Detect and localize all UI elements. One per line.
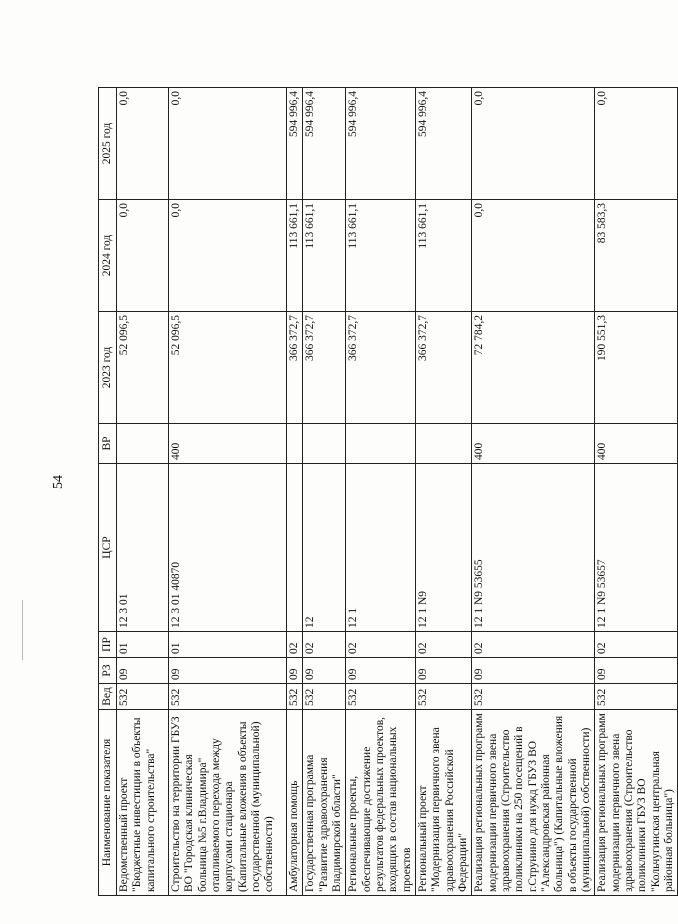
row-pr: 02 bbox=[472, 632, 595, 658]
row-name: Государственная программа "Развитие здравоохранения Владимирской области" bbox=[303, 710, 346, 896]
row-vr bbox=[287, 424, 303, 464]
row-ved: 532 bbox=[472, 684, 595, 710]
table-row bbox=[415, 88, 471, 896]
row-name: Строительство на территории ГБУЗ ВО "Городская клиническая больница №5 г.Владимира" отапливаемого перехода между корпусами стационара (Капитальные вложения в объекты государственной (муниципальной) собственности) bbox=[169, 710, 287, 896]
header-2024: 2024 год bbox=[99, 200, 117, 312]
row-pr: 01 bbox=[117, 632, 169, 658]
row-rz: 09 bbox=[303, 658, 346, 684]
row-2025: 0,0 bbox=[472, 88, 595, 200]
row-name: Амбулаторная помощь bbox=[287, 710, 303, 896]
scan-artifact bbox=[22, 600, 23, 660]
row-csr: 12 1 N9 53655 bbox=[472, 464, 595, 632]
row-vr bbox=[303, 424, 346, 464]
rotated-table-container bbox=[98, 88, 675, 896]
row-rz: 09 bbox=[472, 658, 595, 684]
row-pr: 01 bbox=[169, 632, 287, 658]
row-rz: 09 bbox=[287, 658, 303, 684]
row-vr bbox=[117, 424, 169, 464]
row-ved: 532 bbox=[287, 684, 303, 710]
row-2024: 113 661,1 bbox=[287, 200, 303, 312]
header-name: Наименование показателя bbox=[99, 710, 117, 896]
row-pr: 02 bbox=[303, 632, 346, 658]
row-rz: 09 bbox=[117, 658, 169, 684]
row-vr bbox=[415, 424, 471, 464]
row-ved: 532 bbox=[415, 684, 471, 710]
header-pr: ПР bbox=[99, 632, 117, 658]
row-name: Региональные проекты, обеспечивающие достижение результатов федеральных проектов, входящих в состав национальных проектов bbox=[346, 710, 416, 896]
header-ved: Вед bbox=[99, 684, 117, 710]
row-2025: 0,0 bbox=[595, 88, 678, 200]
row-pr: 02 bbox=[287, 632, 303, 658]
row-2024: 0,0 bbox=[117, 200, 169, 312]
row-2025: 594 996,4 bbox=[346, 88, 416, 200]
table-row bbox=[287, 88, 303, 896]
table-row bbox=[595, 88, 678, 896]
header-rz: РЗ bbox=[99, 658, 117, 684]
header-vr: ВР bbox=[99, 424, 117, 464]
row-csr: 12 bbox=[303, 464, 346, 632]
row-vr: 400 bbox=[595, 424, 678, 464]
table-row bbox=[303, 88, 346, 896]
page-number: 54 bbox=[51, 475, 66, 489]
row-ved: 532 bbox=[595, 684, 678, 710]
row-name: Региональный проект "Модернизация первичного звена здравоохранения Российской Федерации" bbox=[415, 710, 471, 896]
row-vr bbox=[346, 424, 416, 464]
table-row bbox=[117, 88, 169, 896]
row-2023: 366 372,7 bbox=[346, 312, 416, 424]
row-2025: 594 996,4 bbox=[415, 88, 471, 200]
row-2024: 113 661,1 bbox=[303, 200, 346, 312]
header-2023: 2023 год bbox=[99, 312, 117, 424]
table-row bbox=[472, 88, 595, 896]
row-ved: 532 bbox=[169, 684, 287, 710]
row-2024: 113 661,1 bbox=[415, 200, 471, 312]
row-ved: 532 bbox=[346, 684, 416, 710]
row-csr: 12 1 N9 bbox=[415, 464, 471, 632]
row-csr: 12 3 01 40870 bbox=[169, 464, 287, 632]
header-2025: 2025 год bbox=[99, 88, 117, 200]
row-pr: 02 bbox=[415, 632, 471, 658]
budget-table bbox=[98, 87, 678, 896]
row-2024: 113 661,1 bbox=[346, 200, 416, 312]
row-rz: 09 bbox=[169, 658, 287, 684]
row-name: Ведомственный проект "Бюджетные инвестиции в объекты капитального строительства" bbox=[117, 710, 169, 896]
row-2023: 366 372,7 bbox=[303, 312, 346, 424]
row-2025: 594 996,4 bbox=[303, 88, 346, 200]
row-2025: 594 996,4 bbox=[287, 88, 303, 200]
row-pr: 02 bbox=[346, 632, 416, 658]
row-vr: 400 bbox=[472, 424, 595, 464]
row-csr: 12 1 N9 53657 bbox=[595, 464, 678, 632]
row-ved: 532 bbox=[117, 684, 169, 710]
row-2024: 83 583,3 bbox=[595, 200, 678, 312]
row-2023: 72 784,2 bbox=[472, 312, 595, 424]
row-2023: 52 096,5 bbox=[169, 312, 287, 424]
row-pr: 02 bbox=[595, 632, 678, 658]
row-2023: 366 372,7 bbox=[287, 312, 303, 424]
row-2025: 0,0 bbox=[169, 88, 287, 200]
row-2023: 190 551,3 bbox=[595, 312, 678, 424]
row-csr bbox=[287, 464, 303, 632]
row-2024: 0,0 bbox=[472, 200, 595, 312]
row-2023: 366 372,7 bbox=[415, 312, 471, 424]
row-vr: 400 bbox=[169, 424, 287, 464]
row-csr: 12 3 01 bbox=[117, 464, 169, 632]
row-name: Реализация региональных программ модернизации первичного звена здравоохранения (Строительство поликлиники ГБУЗ ВО "Кольчугинская центральная районная больница") bbox=[595, 710, 678, 896]
row-2023: 52 096,5 bbox=[117, 312, 169, 424]
table-row bbox=[169, 88, 287, 896]
row-2024: 0,0 bbox=[169, 200, 287, 312]
header-csr: ЦСР bbox=[99, 464, 117, 632]
row-name: Реализация региональных программ модернизации первичного звена здравоохранения (Строительство поликлиники на 250 посещений в г.Струнино для нужд ГБУЗ ВО "Александровская районная больница") (Капитальные вложения в объекты государственной (муниципальной) собственности) bbox=[472, 710, 595, 896]
row-ved: 532 bbox=[303, 684, 346, 710]
row-rz: 09 bbox=[346, 658, 416, 684]
row-rz: 09 bbox=[415, 658, 471, 684]
row-rz: 09 bbox=[595, 658, 678, 684]
table-row bbox=[346, 88, 416, 896]
table-header-row bbox=[99, 88, 117, 896]
row-csr: 12 1 bbox=[346, 464, 416, 632]
row-2025: 0,0 bbox=[117, 88, 169, 200]
